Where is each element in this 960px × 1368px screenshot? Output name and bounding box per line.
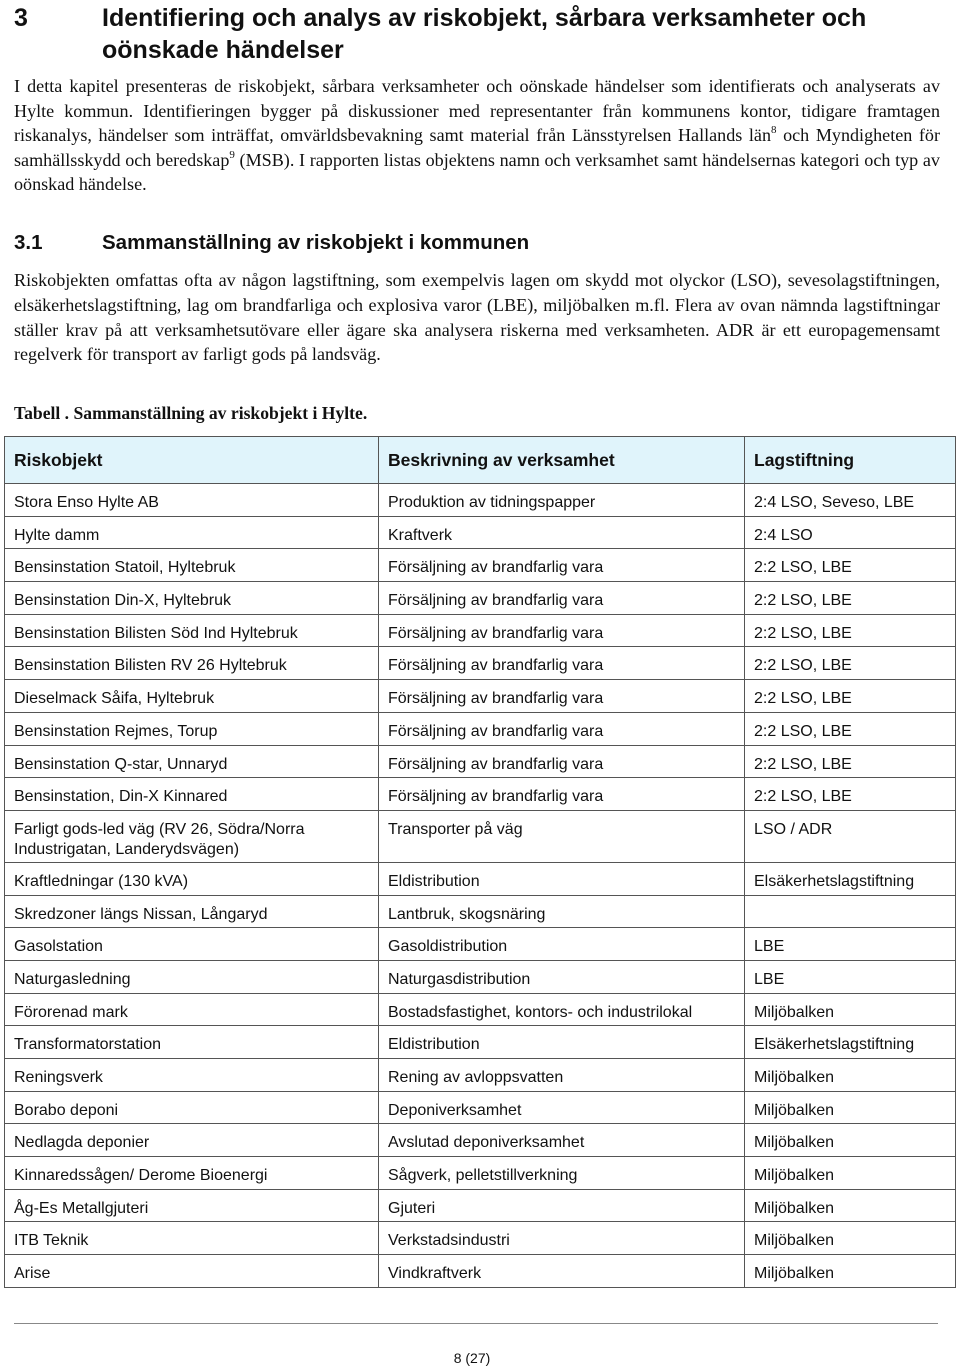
cell-lagstiftning: Miljöbalken bbox=[745, 993, 956, 1026]
cell-riskobjekt: Bensinstation Bilisten Söd Ind Hyltebruk bbox=[5, 614, 379, 647]
cell-beskrivning: Gjuteri bbox=[379, 1189, 745, 1222]
cell-riskobjekt: Stora Enso Hylte AB bbox=[5, 484, 379, 517]
cell-lagstiftning: 2:2 LSO, LBE bbox=[745, 680, 956, 713]
cell-lagstiftning: 2:2 LSO, LBE bbox=[745, 582, 956, 615]
table-header-row bbox=[5, 437, 956, 484]
cell-beskrivning: Transporter på väg bbox=[379, 810, 745, 862]
cell-riskobjekt: Hylte damm bbox=[5, 516, 379, 549]
cell-beskrivning: Gasoldistribution bbox=[379, 928, 745, 961]
footnote-ref-9[interactable]: 9 bbox=[229, 148, 235, 161]
cell-lagstiftning bbox=[745, 895, 956, 928]
table-row bbox=[5, 614, 956, 647]
chapter-number: 3 bbox=[14, 4, 28, 32]
cell-lagstiftning: 2:2 LSO, LBE bbox=[745, 614, 956, 647]
cell-beskrivning: Rening av avloppsvatten bbox=[379, 1059, 745, 1092]
section-heading bbox=[14, 229, 914, 257]
cell-riskobjekt: Reningsverk bbox=[5, 1059, 379, 1092]
risk-object-table bbox=[4, 436, 956, 1288]
table-row bbox=[5, 928, 956, 961]
intro-text-1: I detta kapitel presenteras de riskobjekt, sårbara verksamheter och oönskade händelser som identifierats och analyserats av Hylte kommun. Identifieringen bygger på diskussioner med representanter från kommunens kontor, tidigare framtagen riskanalys, händelser som inträffat, omvärldsbevakning samt material från Länsstyrelsen Hallands län bbox=[14, 76, 940, 145]
cell-lagstiftning: Miljöbalken bbox=[745, 1222, 956, 1255]
intro-text-2: och Myndigheten för samhällsskydd och beredskap bbox=[14, 125, 940, 170]
cell-riskobjekt: Bensinstation Rejmes, Torup bbox=[5, 712, 379, 745]
cell-beskrivning: Försäljning av brandfarlig vara bbox=[379, 680, 745, 713]
table-row bbox=[5, 862, 956, 895]
cell-lagstiftning: 2:2 LSO, LBE bbox=[745, 745, 956, 778]
cell-lagstiftning: Miljöbalken bbox=[745, 1124, 956, 1157]
table-row bbox=[5, 1124, 956, 1157]
cell-lagstiftning: LBE bbox=[745, 960, 956, 993]
header-riskobjekt: Riskobjekt bbox=[5, 437, 379, 484]
cell-riskobjekt: Kinnaredssågen/ Derome Bioenergi bbox=[5, 1157, 379, 1190]
cell-riskobjekt: Naturgasledning bbox=[5, 960, 379, 993]
table-row bbox=[5, 484, 956, 517]
cell-riskobjekt: Borabo deponi bbox=[5, 1091, 379, 1124]
cell-lagstiftning: Elsäkerhetslagstiftning bbox=[745, 1026, 956, 1059]
table-body bbox=[5, 484, 956, 1288]
table-row bbox=[5, 680, 956, 713]
cell-riskobjekt: Bensinstation Statoil, Hyltebruk bbox=[5, 549, 379, 582]
table-row bbox=[5, 810, 956, 862]
intro-text-3: (MSB). I rapporten listas objektens namn och verksamhet samt händelsernas kategori och typ av oönskad händelse. bbox=[14, 149, 940, 194]
footer-divider bbox=[14, 1323, 938, 1324]
table-row bbox=[5, 1157, 956, 1190]
cell-beskrivning: Eldistribution bbox=[379, 862, 745, 895]
cell-beskrivning: Vindkraftverk bbox=[379, 1255, 745, 1288]
cell-riskobjekt: ITB Teknik bbox=[5, 1222, 379, 1255]
intro-paragraph bbox=[14, 74, 940, 197]
cell-lagstiftning: Miljöbalken bbox=[745, 1157, 956, 1190]
cell-lagstiftning: Miljöbalken bbox=[745, 1189, 956, 1222]
table-caption: Tabell . Sammanställning av riskobjekt i Hylte. bbox=[14, 403, 368, 423]
cell-beskrivning: Produktion av tidningspapper bbox=[379, 484, 745, 517]
chapter-title: Identifiering och analys av riskobjekt, sårbara verksamheter och oönskade händelser bbox=[102, 4, 867, 64]
cell-riskobjekt: Dieselmack Såifa, Hyltebruk bbox=[5, 680, 379, 713]
table-row bbox=[5, 1255, 956, 1288]
cell-lagstiftning: 2:2 LSO, LBE bbox=[745, 549, 956, 582]
cell-lagstiftning: LSO / ADR bbox=[745, 810, 956, 862]
section-number: 3.1 bbox=[14, 231, 43, 254]
table-row bbox=[5, 1091, 956, 1124]
table-row bbox=[5, 1026, 956, 1059]
cell-beskrivning: Försäljning av brandfarlig vara bbox=[379, 582, 745, 615]
cell-riskobjekt: Åg-Es Metallgjuteri bbox=[5, 1189, 379, 1222]
table-row bbox=[5, 1189, 956, 1222]
table-row bbox=[5, 516, 956, 549]
cell-riskobjekt: Bensinstation Bilisten RV 26 Hyltebruk bbox=[5, 647, 379, 680]
table-row bbox=[5, 895, 956, 928]
cell-beskrivning: Försäljning av brandfarlig vara bbox=[379, 712, 745, 745]
table-row bbox=[5, 745, 956, 778]
cell-beskrivning: Kraftverk bbox=[379, 516, 745, 549]
section-paragraph: Riskobjekten omfattas ofta av någon lagstiftning, som exempelvis lagen om skydd mot olyckor (LSO), sevesolagstiftningen, elsäkerhetslagstiftning, lag om brandfarliga och explosiva varor (LBE), miljöbalken m.fl. Flera av ovan nämnda lagstiftningar ställer krav på att verksamhetsutövare eller ägare ska analysera riskerna med verksamheten. ADR är ett europagemensamt regelverk för transport av farligt gods på landsväg. bbox=[14, 270, 940, 365]
cell-lagstiftning: 2:4 LSO bbox=[745, 516, 956, 549]
table-row bbox=[5, 647, 956, 680]
cell-beskrivning: Försäljning av brandfarlig vara bbox=[379, 647, 745, 680]
cell-beskrivning: Försäljning av brandfarlig vara bbox=[379, 778, 745, 811]
table-row bbox=[5, 1222, 956, 1255]
header-beskrivning: Beskrivning av verksamhet bbox=[379, 437, 745, 484]
table-row bbox=[5, 712, 956, 745]
cell-riskobjekt: Arise bbox=[5, 1255, 379, 1288]
cell-lagstiftning: Elsäkerhetslagstiftning bbox=[745, 862, 956, 895]
cell-riskobjekt: Skredzoner längs Nissan, Långaryd bbox=[5, 895, 379, 928]
table-row bbox=[5, 960, 956, 993]
table-row bbox=[5, 549, 956, 582]
header-lagstiftning: Lagstiftning bbox=[745, 437, 956, 484]
table-row bbox=[5, 778, 956, 811]
cell-riskobjekt: Bensinstation Din-X, Hyltebruk bbox=[5, 582, 379, 615]
cell-beskrivning: Verkstadsindustri bbox=[379, 1222, 745, 1255]
cell-lagstiftning: LBE bbox=[745, 928, 956, 961]
cell-beskrivning: Försäljning av brandfarlig vara bbox=[379, 549, 745, 582]
table-row bbox=[5, 1059, 956, 1092]
cell-riskobjekt: Bensinstation, Din-X Kinnared bbox=[5, 778, 379, 811]
footnote-ref-8[interactable]: 8 bbox=[771, 124, 777, 136]
cell-riskobjekt: Bensinstation Q-star, Unnaryd bbox=[5, 745, 379, 778]
table-row bbox=[5, 993, 956, 1026]
cell-riskobjekt: Kraftledningar (130 kVA) bbox=[5, 862, 379, 895]
table-row bbox=[5, 582, 956, 615]
cell-beskrivning: Sågverk, pelletstillverkning bbox=[379, 1157, 745, 1190]
cell-lagstiftning: 2:2 LSO, LBE bbox=[745, 778, 956, 811]
cell-lagstiftning: Miljöbalken bbox=[745, 1059, 956, 1092]
cell-riskobjekt: Förorenad mark bbox=[5, 993, 379, 1026]
cell-beskrivning: Avslutad deponiverksamhet bbox=[379, 1124, 745, 1157]
cell-beskrivning: Bostadsfastighet, kontors- och industrilokal bbox=[379, 993, 745, 1026]
cell-beskrivning: Deponiverksamhet bbox=[379, 1091, 745, 1124]
cell-lagstiftning: 2:4 LSO, Seveso, LBE bbox=[745, 484, 956, 517]
cell-riskobjekt: Farligt gods-led väg (RV 26, Södra/Norra Industrigatan, Landerydsvägen) bbox=[5, 810, 379, 862]
cell-lagstiftning: Miljöbalken bbox=[745, 1091, 956, 1124]
cell-riskobjekt: Transformatorstation bbox=[5, 1026, 379, 1059]
cell-beskrivning: Försäljning av brandfarlig vara bbox=[379, 745, 745, 778]
cell-lagstiftning: Miljöbalken bbox=[745, 1255, 956, 1288]
cell-lagstiftning: 2:2 LSO, LBE bbox=[745, 647, 956, 680]
section-title: Sammanställning av riskobjekt i kommunen bbox=[102, 231, 530, 254]
page-number: 8 (27) bbox=[453, 1350, 491, 1366]
cell-beskrivning: Lantbruk, skogsnäring bbox=[379, 895, 745, 928]
chapter-heading bbox=[14, 2, 944, 66]
cell-beskrivning: Försäljning av brandfarlig vara bbox=[379, 614, 745, 647]
cell-beskrivning: Eldistribution bbox=[379, 1026, 745, 1059]
cell-riskobjekt: Gasolstation bbox=[5, 928, 379, 961]
cell-beskrivning: Naturgasdistribution bbox=[379, 960, 745, 993]
cell-lagstiftning: 2:2 LSO, LBE bbox=[745, 712, 956, 745]
cell-riskobjekt: Nedlagda deponier bbox=[5, 1124, 379, 1157]
